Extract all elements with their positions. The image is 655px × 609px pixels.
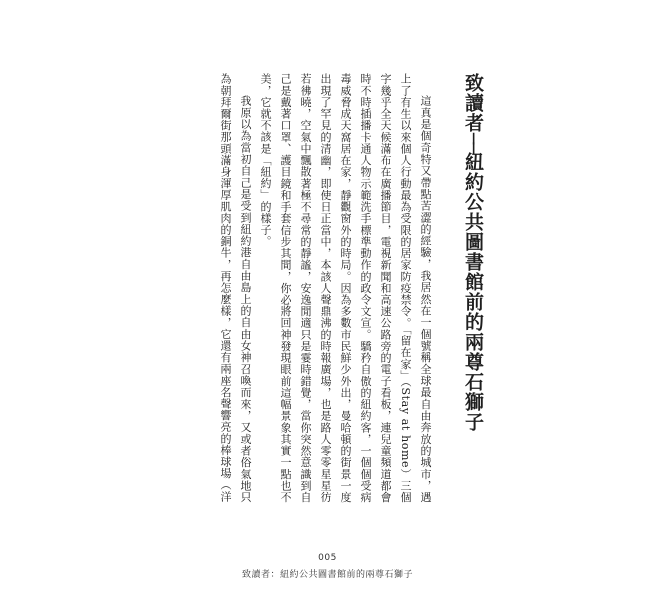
page-footer — [0, 553, 655, 580]
vertical-text-block — [215, 73, 487, 503]
page-number: 005 — [318, 553, 337, 563]
paragraph-1: 這真是個奇特又帶點苦澀的經驗，我居然在一個號稱全球最自由奔放的城市，遇上了有生以來個人行動最為受限的居家防疫禁令。「留在家」（Stay at home）三個字幾乎全天候滿布在廣播節目，電視新聞和高速公路旁的電子看板，連兒童頻道都會時不時插播卡通人物示範洗手標準動作的政令文宣。驕矜自傲的紐約客，一個個受病毒威脅成天窩居在家，靜觀窗外的時局。因為多數市民鮮少外出，曼哈頓的街景一度出現了罕見的清幽，即使日正當中，本該人聲鼎沸的時報廣場，也是路人零零星星彷若彿曉，空氣中飄散著極不尋常的靜謐，安逸閒適只是霎時錯覺，當你突然意識到自己是戴著口罩、護目鏡和手套信步其間，你必將回神發現眼前這幅景象其實一點也不美，它就不該是「紐約」的樣子。 — [259, 73, 432, 503]
title-label: 致讀者 — [462, 73, 484, 133]
chapter-title — [459, 73, 487, 503]
body-text — [215, 73, 435, 503]
paragraph-2: 我原以為當初自己是受到紐約港自由島上的自由女神召喚而來，又或者俗氣地只為朝拜爾街那頭滿身渾厚肌肉的銅牛，再怎麼樣，它還有兩座名聲響亮的棒球場（洋 — [219, 73, 252, 503]
title-dash: ── — [462, 133, 484, 152]
title-subtitle: 紐約公共圖書館前的兩尊石獅子 — [462, 151, 484, 432]
running-head: 致讀者：紐約公共圖書館前的兩尊石獅子 — [241, 570, 413, 580]
